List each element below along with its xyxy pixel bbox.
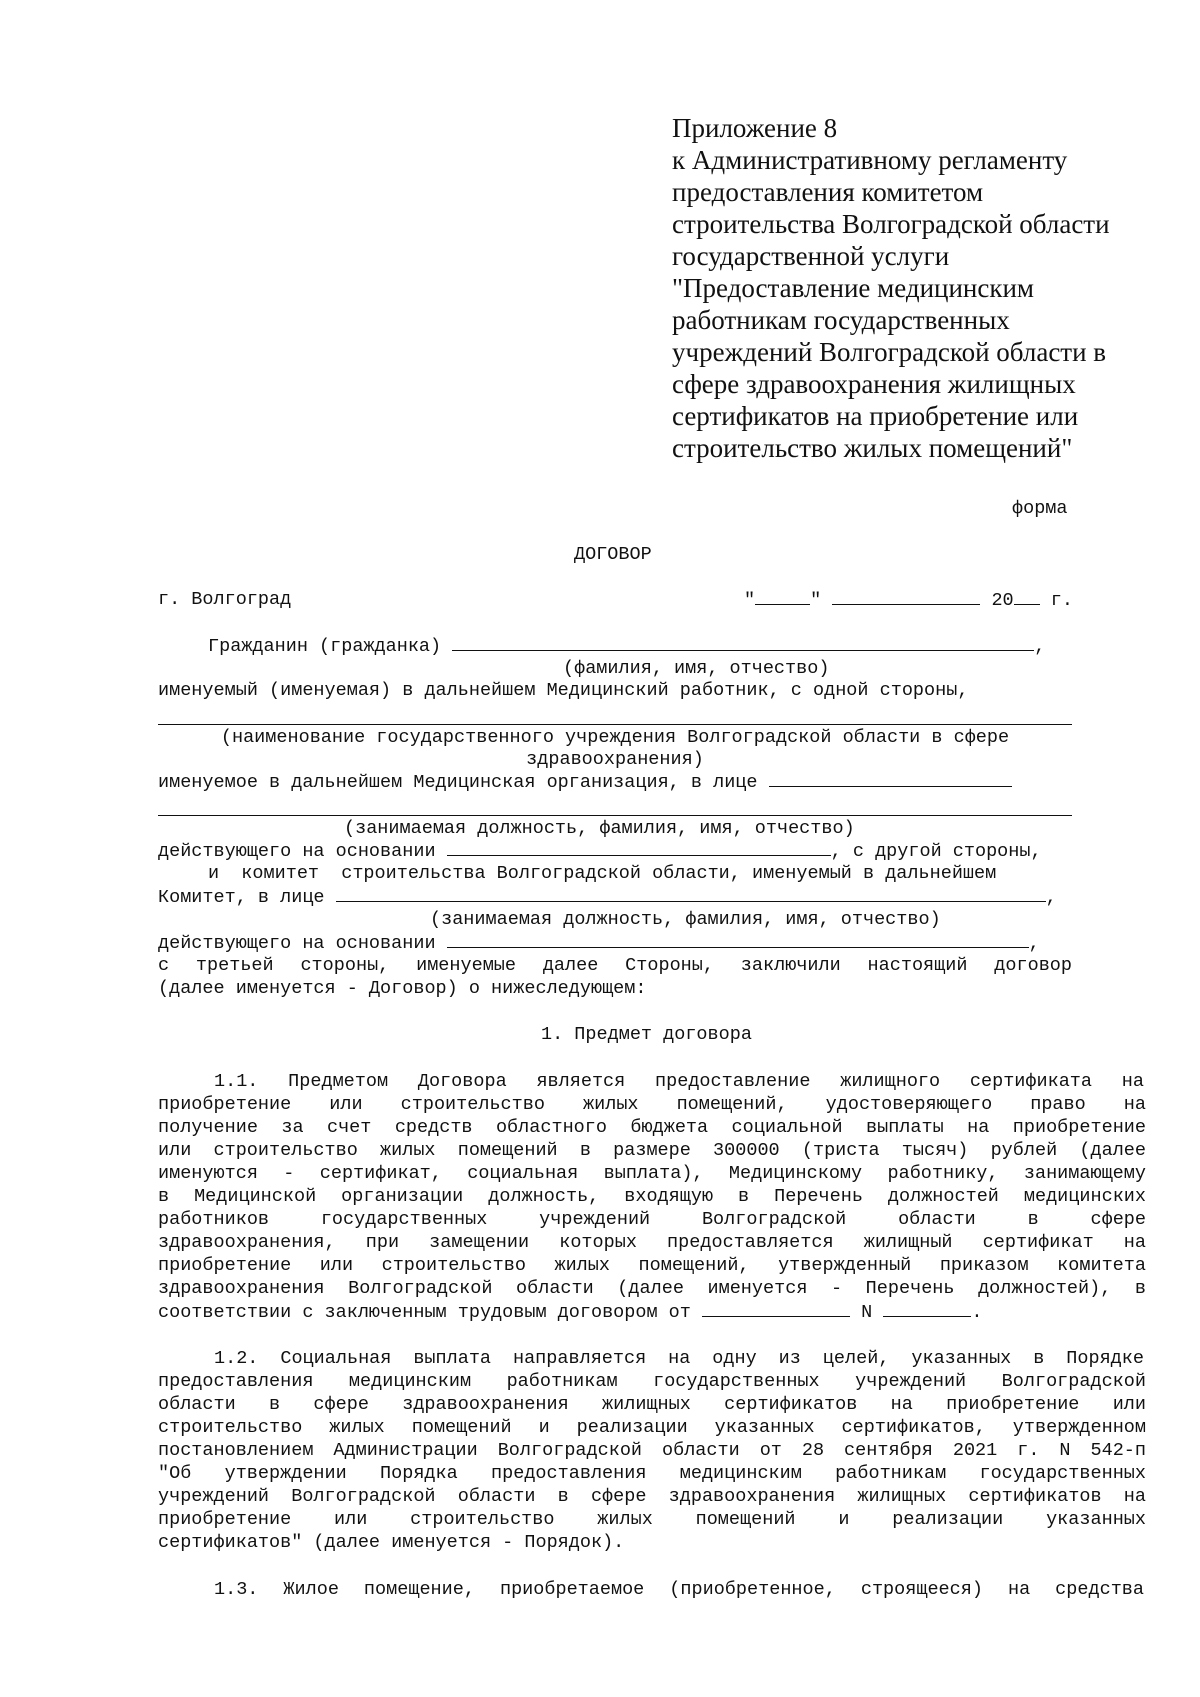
document-title: ДОГОВОР: [574, 544, 652, 565]
hereinafter: (далее именуется - Договор) о нижеследующем:: [158, 978, 647, 999]
citizen-line: [208, 635, 1045, 658]
p1-last-line: [158, 1301, 982, 1324]
appendix-line: строительства Волгоградской области: [672, 209, 1110, 239]
acting-comma: ,: [1028, 933, 1040, 954]
acting-basis-line: [158, 840, 1042, 863]
p1-line: 1.1. Предметом Договора является предоставление жилищного сертификата на: [214, 1071, 1144, 1092]
citizen-comma: ,: [1034, 636, 1046, 657]
committee-representative-blank[interactable]: [336, 886, 1046, 902]
citizen-name-blank[interactable]: [452, 635, 1034, 651]
acting-basis: действующего на основании: [158, 841, 436, 862]
org-hint-1: (наименование государственного учреждения Волгоградской области в сфере: [220, 727, 1010, 748]
p2-line: постановлением Администрации Волгоградской области от 28 сентября 2021 г. N 542-п: [158, 1440, 1146, 1461]
acting-basis-line-2: [158, 932, 1040, 955]
org-named-line: [158, 771, 1012, 794]
section-1-title: 1. Предмет договора: [541, 1024, 752, 1045]
p2-line: учреждений Волгоградской области в сфере здравоохранения жилищных сертификатов на: [158, 1486, 1146, 1507]
p2-last-line: сертификатов" (далее именуется - Порядок).: [158, 1532, 625, 1553]
contract-number-blank[interactable]: [883, 1301, 971, 1317]
committee-basis-blank[interactable]: [447, 932, 1029, 948]
year-suffix: г.: [1050, 590, 1073, 611]
p1-last-text: соответствии с заключенным трудовым договором от: [158, 1302, 691, 1323]
p1-line: в Медицинской организации должность, входящую в Перечень должностей медицинских: [158, 1186, 1146, 1207]
p2-line: 1.2. Социальная выплата направляется на одну из целей, указанных в Порядке: [214, 1348, 1144, 1369]
appendix-line: сертификатов на приобретение или: [672, 401, 1079, 431]
appendix-line: работникам государственных: [672, 305, 1010, 335]
org-hint-2: здравоохранения): [526, 749, 704, 770]
p1-line: или строительство жилых помещений в размере 300000 (триста тысяч) рублей (далее: [158, 1140, 1146, 1161]
appendix-line: предоставления комитетом: [672, 177, 984, 207]
p2-line: предоставления медицинским работникам государственных учреждений Волгоградской: [158, 1371, 1146, 1392]
p2-line: приобретение или строительство жилых помещений и реализации указанных: [158, 1509, 1146, 1530]
position-hint-2: (занимаемая должность, фамилия, имя, отчество): [430, 909, 941, 930]
appendix-line: учреждений Волгоградской области в: [672, 337, 1107, 367]
city: г. Волгоград: [158, 589, 292, 610]
p1-line: приобретение или строительство жилых помещений, утвержденный приказом комитета: [158, 1255, 1146, 1276]
committee-comma: ,: [1045, 887, 1057, 908]
day-blank[interactable]: [755, 589, 810, 605]
acting-basis-2: действующего на основании: [158, 933, 436, 954]
appendix-line: строительство жилых помещений": [672, 433, 1073, 463]
p2-line: строительство жилых помещений и реализации указанных сертификатов, утвержденном: [158, 1417, 1146, 1438]
form-label: форма: [1012, 498, 1068, 519]
month-blank[interactable]: [832, 589, 980, 605]
p1-line: приобретение или строительство жилых помещений, удостоверяющего право на: [158, 1094, 1146, 1115]
p1-line: работников государственных учреждений Волгоградской области в сфере: [158, 1209, 1146, 1230]
p1-line: именуются - сертификат, социальная выплата), Медицинскому работнику, занимающему: [158, 1163, 1146, 1184]
p1-line: здравоохранения Волгоградской области (далее именуется - Перечень должностей), в: [158, 1278, 1146, 1299]
position-hint: (занимаемая должность, фамилия, имя, отчество): [344, 818, 855, 839]
committee-person: Комитет, в лице: [158, 887, 325, 908]
third-side: с третьей стороны, именуемые далее Стороны, заключили настоящий договор: [158, 955, 1072, 976]
org-representative-full-blank[interactable]: [158, 815, 1072, 816]
org-named: именуемое в дальнейшем Медицинская организация, в лице: [158, 772, 758, 793]
p1-last-n: N: [861, 1302, 873, 1323]
appendix-header: [672, 112, 1152, 464]
p2-line: области в сфере здравоохранения жилищных сертификатов на приобретение или: [158, 1394, 1146, 1415]
appendix-line: сфере здравоохранения жилищных: [672, 369, 1076, 399]
other-side: , с другой стороны,: [830, 841, 1042, 862]
citizen-label: Гражданин (гражданка): [208, 636, 442, 657]
year-blank[interactable]: [1014, 589, 1040, 605]
p1-line: здравоохранения, при замещении которых предоставляется жилищный сертификат на: [158, 1232, 1146, 1253]
org-representative-blank[interactable]: [769, 771, 1012, 787]
year-prefix: 20: [991, 590, 1014, 611]
citizen-named: именуемый (именуемая) в дальнейшем Медицинский работник, с одной стороны,: [158, 680, 969, 701]
p2-line: "Об утверждении Порядка предоставления медицинским работникам государственных: [158, 1463, 1146, 1484]
appendix-line: к Административному регламенту: [672, 145, 1068, 175]
appendix-line: государственной услуги: [672, 241, 950, 271]
p1-line: получение за счет средств областного бюджета социальной выплаты на приобретение: [158, 1117, 1146, 1138]
p3-line: 1.3. Жилое помещение, приобретаемое (приобретенное, строящееся) на средства: [214, 1579, 1144, 1600]
contract-date-blank[interactable]: [702, 1301, 850, 1317]
date-line: [744, 589, 1073, 612]
basis-blank[interactable]: [447, 840, 831, 856]
appendix-line: Приложение 8: [672, 113, 838, 143]
date-open-quote: ": [744, 590, 756, 611]
organization-name-blank[interactable]: [158, 724, 1072, 725]
fio-hint: (фамилия, имя, отчество): [563, 658, 830, 679]
p1-last-dot: .: [971, 1302, 983, 1323]
appendix-line: "Предоставление медицинским: [672, 273, 1035, 303]
committee-person-line: [158, 886, 1057, 909]
committee-line: и комитет строительства Волгоградской области, именуемый в дальнейшем: [208, 863, 997, 884]
date-close-quote: ": [810, 590, 822, 611]
